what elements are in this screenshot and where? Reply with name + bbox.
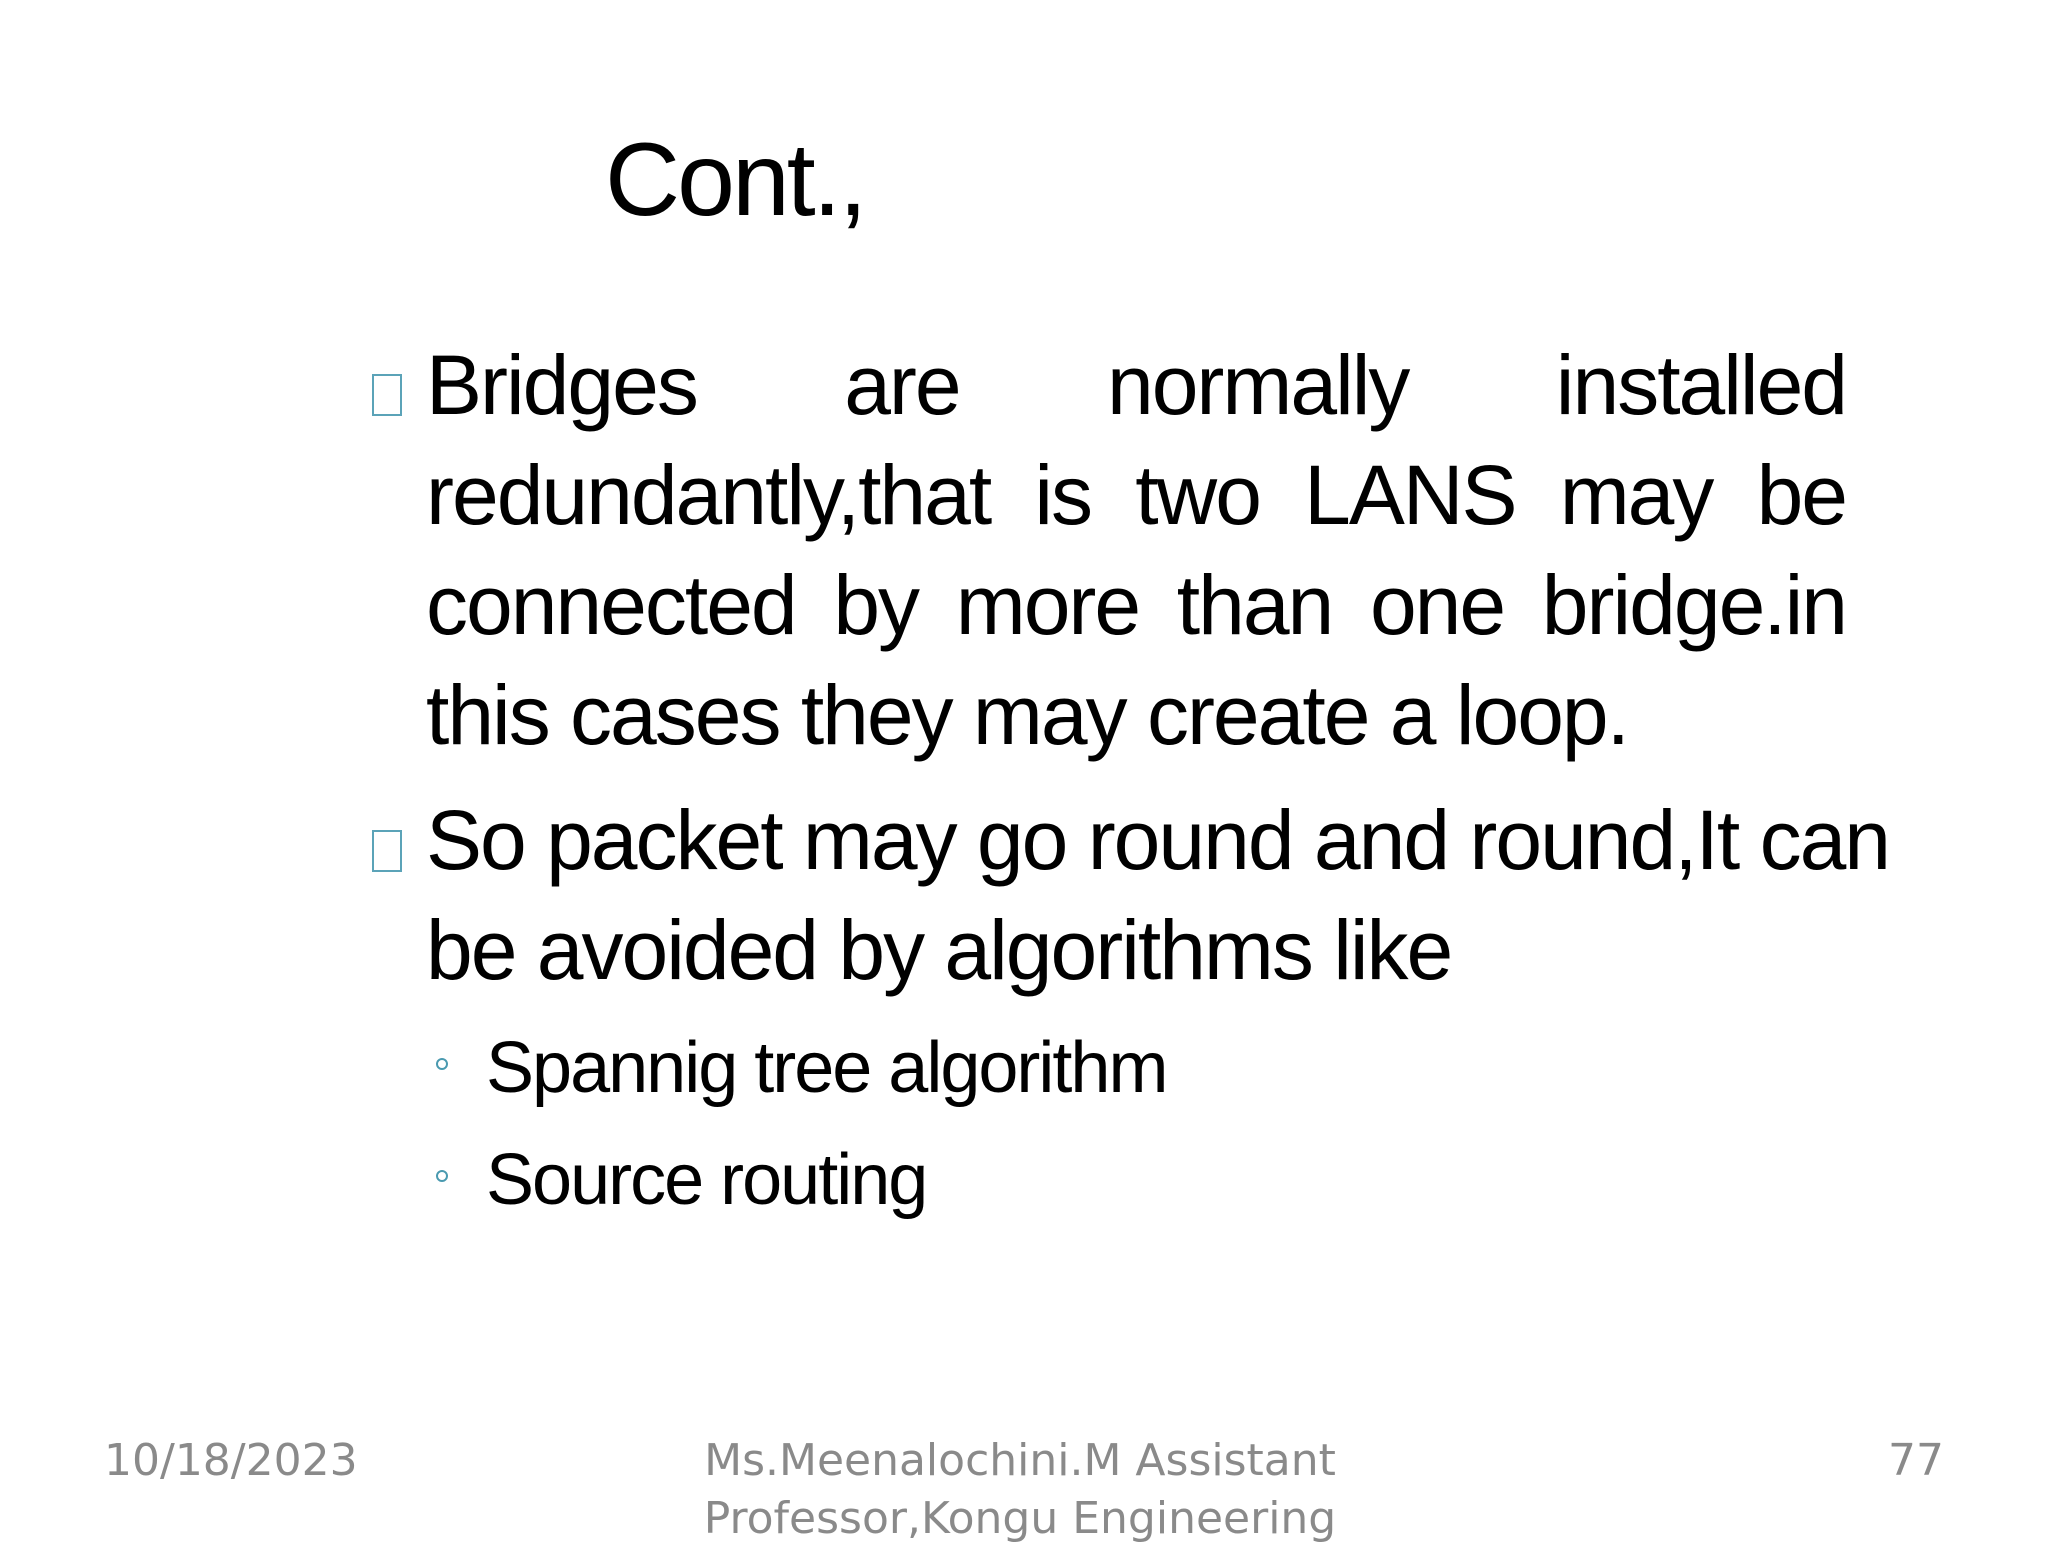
square-bullet-icon	[372, 374, 402, 416]
square-bullet-icon	[372, 830, 402, 872]
sub-bullet-text: Source routing	[486, 1140, 927, 1220]
slide-title: Cont.,	[605, 122, 865, 238]
sub-bullet-text: Spannig tree algorithm	[486, 1028, 1167, 1108]
circle-bullet-icon	[436, 1170, 448, 1182]
footer-date: 10/18/2023	[104, 1435, 358, 1486]
circle-bullet-icon	[436, 1058, 448, 1070]
bullet-text: So packet may go round and round,It can be avoided by algorithms like	[426, 793, 1889, 997]
bullet-text: Bridges are normally installed redundantly,that is two LANS may be connected by more than one bridge.in this cases they may create a loop.	[426, 338, 1846, 762]
footer-author: Ms.Meenalochini.M Assistant Professor,Kongu Engineering	[703, 1435, 1337, 1544]
page-number: 77	[1888, 1435, 1944, 1486]
